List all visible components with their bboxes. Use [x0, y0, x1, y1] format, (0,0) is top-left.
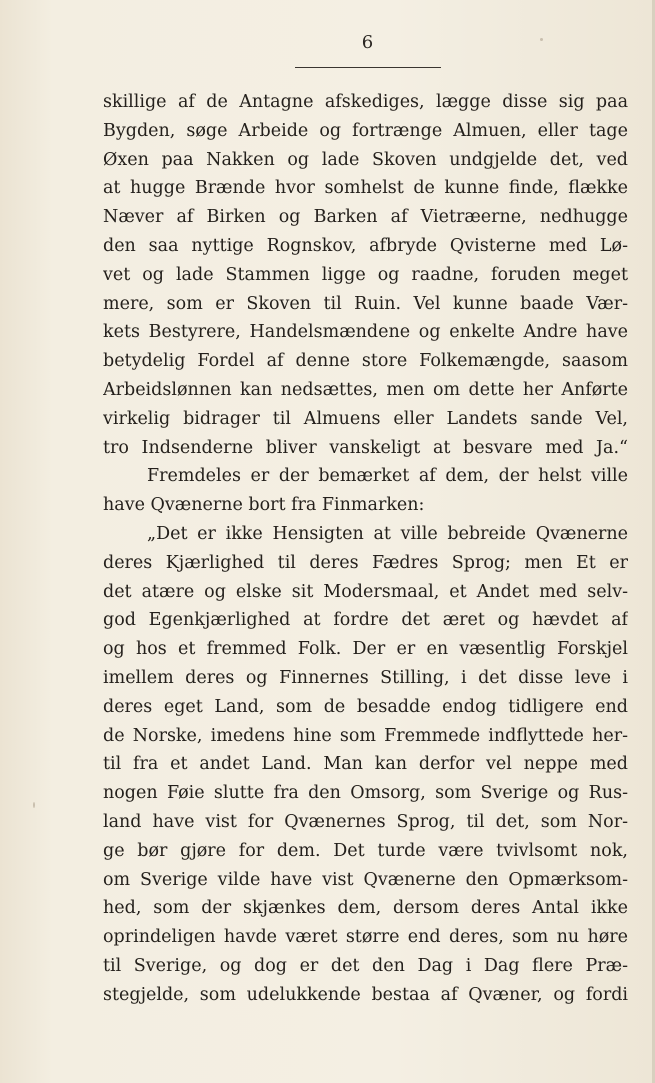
text-line: tro Indsenderne bliver vanskeligt at besvare med Ja.“: [103, 437, 628, 458]
text-line: oprindeligen havde været større end deres, som nu høre: [103, 927, 628, 948]
text-line: hed, som der skjænkes dem, dersom deres Antal ikke: [103, 898, 628, 919]
text-line: de Norske, imedens hine som Fremmede indflyttede her-: [103, 725, 628, 746]
text-line: Arbeidslønnen kan nedsættes, men om dette her Anførte: [103, 379, 628, 400]
text-line: „Det er ikke Hensigten at ville bebreide Qvænerne: [147, 523, 628, 544]
text-line: Fremdeles er der bemærket af dem, der helst ville: [147, 466, 628, 487]
text-line: kets Bestyrere, Handelsmændene og enkelte Andre have: [103, 322, 628, 343]
text-line: have Qvænerne bort fra Finmarken:: [103, 495, 425, 516]
text-line: land have vist for Qvænernes Sprog, til det, som Nor-: [103, 811, 628, 832]
header-rule: [295, 67, 441, 68]
text-line: ge bør gjøre for dem. Det turde være tvivlsomt nok,: [103, 840, 628, 861]
body-text: [103, 88, 628, 1010]
text-line: til Sverige, og dog er det den Dag i Dag flere Præ-: [103, 955, 628, 976]
text-line: deres eget Land, som de besadde endog tidligere end: [103, 696, 628, 717]
text-line: virkelig bidrager til Almuens eller Landets sande Vel,: [103, 408, 628, 429]
text-line: imellem deres og Finnernes Stilling, i det disse leve i: [103, 667, 628, 688]
text-line: god Egenkjærlighed at fordre det æret og hævdet af: [103, 610, 628, 631]
text-line: vet og lade Stammen ligge og raadne, foruden meget: [103, 264, 628, 285]
text-line: og hos et fremmed Folk. Der er en væsentlig Forskjel: [103, 639, 628, 660]
text-line: Næver af Birken og Barken af Vietræerne, nedhugge: [103, 207, 628, 228]
paper-spot: [33, 802, 35, 808]
text-line: stegjelde, som udelukkende bestaa af Qvæner, og fordi: [103, 984, 628, 1005]
text-line: nogen Føie slutte fra den Omsorg, som Sverige og Rus-: [103, 783, 628, 804]
text-line: det atære og elske sit Modersmaal, et Andet med selv-: [103, 581, 628, 602]
text-line: deres Kjærlighed til deres Fædres Sprog; men Et er: [103, 552, 628, 573]
page-number: 6: [361, 32, 374, 53]
text-line: Bygden, søge Arbeide og fortrænge Almuen, eller tage: [103, 120, 628, 141]
text-line: skillige af de Antagne afskediges, lægge disse sig paa: [103, 92, 628, 112]
text-line: til fra et andet Land. Man kan derfor vel neppe med: [103, 754, 628, 775]
text-line: om Sverige vilde have vist Qvænerne den Opmærksom-: [103, 869, 628, 890]
text-line: betydelig Fordel af denne store Folkemængde, saasom: [103, 351, 628, 372]
text-line: mere, som er Skoven til Ruin. Vel kunne baade Vær-: [103, 293, 628, 314]
text-line: at hugge Brænde hvor somhelst de kunne finde, flække: [103, 178, 628, 199]
text-line: Øxen paa Nakken og lade Skoven undgjelde det, ved: [103, 149, 628, 170]
text-line: den saa nyttige Rognskov, afbryde Qvisterne med Lø-: [103, 235, 628, 256]
